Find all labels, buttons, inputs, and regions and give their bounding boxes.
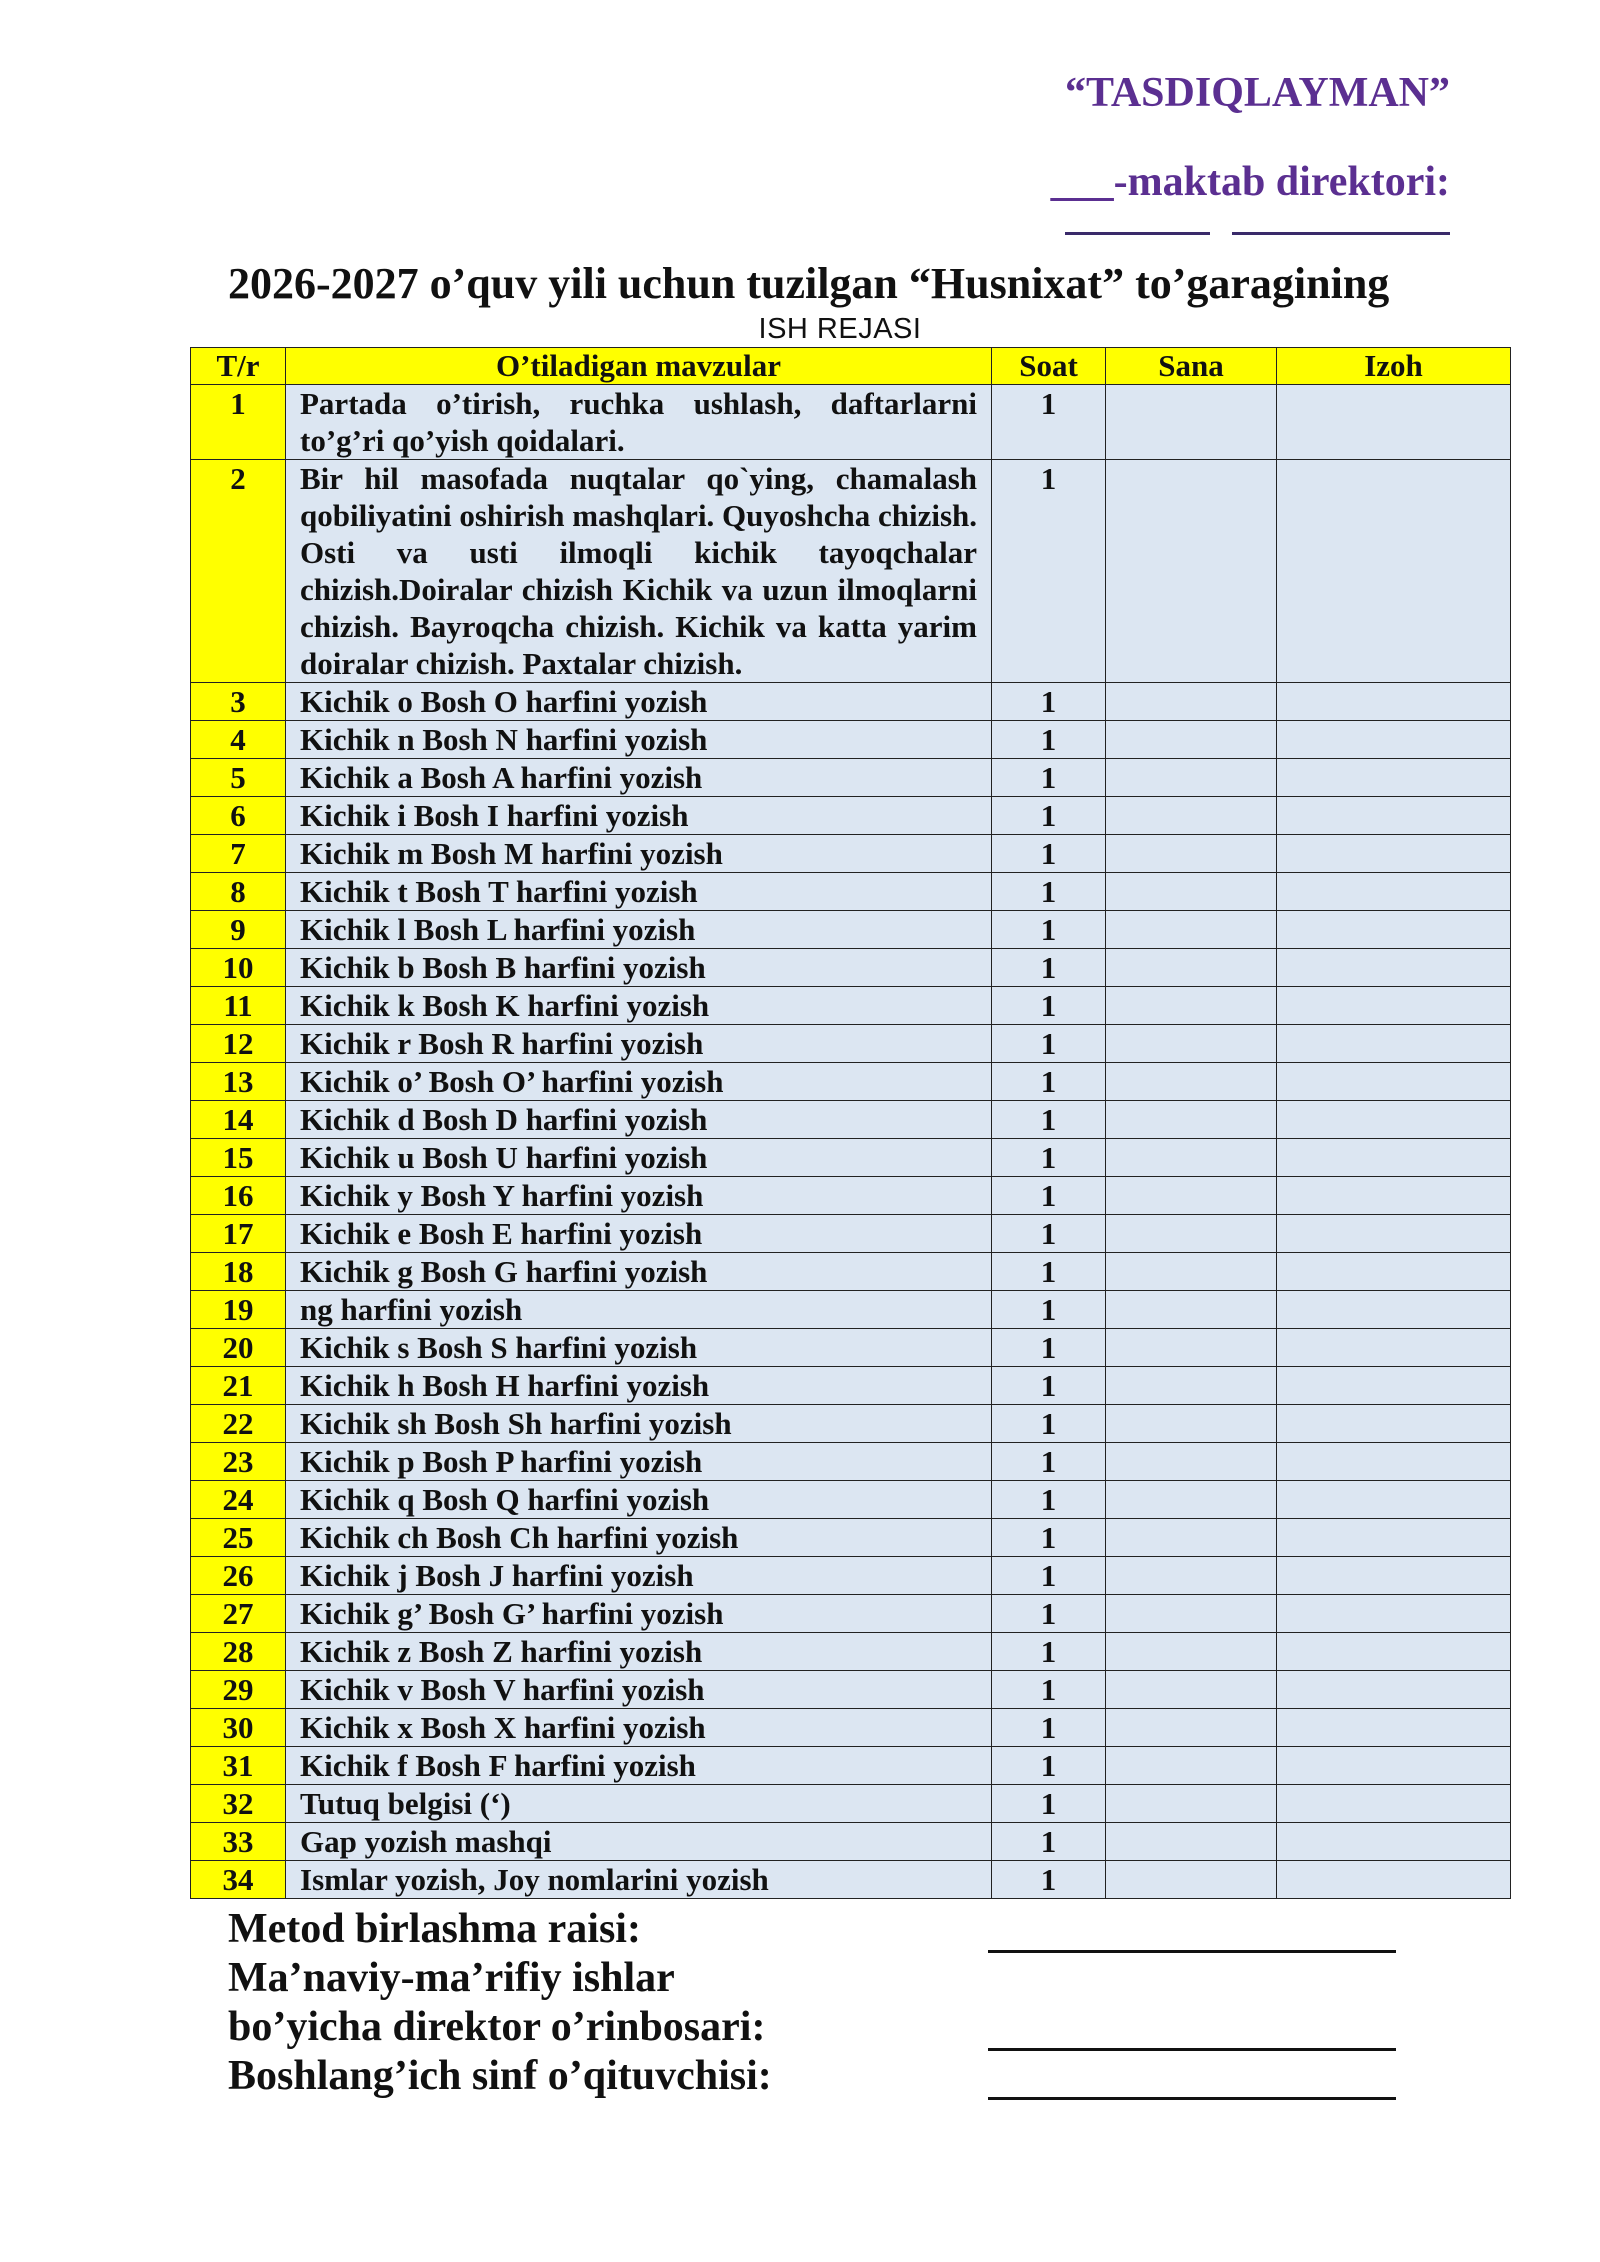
row-hours: 1 (992, 1177, 1106, 1215)
row-topic: Kichik v Bosh V harfini yozish (286, 1671, 992, 1709)
row-note (1277, 1253, 1511, 1291)
row-number: 16 (191, 1177, 286, 1215)
row-note (1277, 721, 1511, 759)
row-date (1106, 1405, 1277, 1443)
row-date (1106, 1329, 1277, 1367)
row-hours: 1 (992, 460, 1106, 683)
row-date (1106, 683, 1277, 721)
row-hours: 1 (992, 1063, 1106, 1101)
table-row (191, 1177, 1511, 1215)
column-header-date: Sana (1106, 348, 1277, 385)
row-note (1277, 1063, 1511, 1101)
row-note (1277, 460, 1511, 683)
row-topic: Kichik o’ Bosh O’ harfini yozish (286, 1063, 992, 1101)
table-row (191, 1747, 1511, 1785)
row-topic: Kichik m Bosh M harfini yozish (286, 835, 992, 873)
table-row (191, 460, 1511, 683)
row-note (1277, 1595, 1511, 1633)
row-note (1277, 1139, 1511, 1177)
row-number: 33 (191, 1823, 286, 1861)
table-row (191, 1139, 1511, 1177)
table-row (191, 835, 1511, 873)
row-date (1106, 721, 1277, 759)
row-date (1106, 1101, 1277, 1139)
row-number: 8 (191, 873, 286, 911)
row-hours: 1 (992, 911, 1106, 949)
table-row (191, 1291, 1511, 1329)
row-topic: Partada o’tirish, ruchka ushlash, daftarlarni to’g’ri qo’yish qoidalari. (286, 385, 992, 460)
table-row (191, 797, 1511, 835)
row-topic: Kichik d Bosh D harfini yozish (286, 1101, 992, 1139)
row-hours: 1 (992, 1633, 1106, 1671)
row-number: 10 (191, 949, 286, 987)
row-hours: 1 (992, 1671, 1106, 1709)
row-hours: 1 (992, 1367, 1106, 1405)
row-number: 15 (191, 1139, 286, 1177)
table-row (191, 1823, 1511, 1861)
row-hours: 1 (992, 835, 1106, 873)
row-date (1106, 987, 1277, 1025)
row-hours: 1 (992, 1557, 1106, 1595)
approval-block (890, 62, 1450, 235)
table-row (191, 1481, 1511, 1519)
table-row (191, 1215, 1511, 1253)
row-hours: 1 (992, 1481, 1106, 1519)
row-note (1277, 949, 1511, 987)
row-number: 9 (191, 911, 286, 949)
row-hours: 1 (992, 949, 1106, 987)
row-topic: Bir hil masofada nuqtalar qo`ying, chamalash qobiliyatini oshirish mashqlari. Quyoshcha chizish. Osti va usti ilmoqli kichik tayoqchalar chizish.Doiralar chizish Kichik va uzun ilmoqlarni chizish. Bayroqcha chizish. Kichik va katta yarim doiralar chizish. Paxtalar chizish. (286, 460, 992, 683)
table-row (191, 1861, 1511, 1899)
row-number: 22 (191, 1405, 286, 1443)
row-hours: 1 (992, 1329, 1106, 1367)
row-note (1277, 797, 1511, 835)
row-note (1277, 1861, 1511, 1899)
row-topic: Ismlar yozish, Joy nomlarini yozish (286, 1861, 992, 1899)
row-topic: Kichik i Bosh I harfini yozish (286, 797, 992, 835)
row-note (1277, 1443, 1511, 1481)
table-row (191, 1405, 1511, 1443)
row-date (1106, 759, 1277, 797)
row-hours: 1 (992, 987, 1106, 1025)
director-line: ___-maktab direktori: (1050, 159, 1450, 205)
table-row (191, 1519, 1511, 1557)
row-number: 24 (191, 1481, 286, 1519)
table-row (191, 1025, 1511, 1063)
row-topic: Kichik g’ Bosh G’ harfini yozish (286, 1595, 992, 1633)
row-hours: 1 (992, 1215, 1106, 1253)
table-row (191, 1253, 1511, 1291)
table-row (191, 1671, 1511, 1709)
row-note (1277, 1519, 1511, 1557)
table-header-row (191, 348, 1511, 385)
row-topic: Kichik o Bosh O harfini yozish (286, 683, 992, 721)
row-hours: 1 (992, 1595, 1106, 1633)
row-note (1277, 1329, 1511, 1367)
row-date (1106, 1253, 1277, 1291)
row-date (1106, 1215, 1277, 1253)
signature-label-deputy-line1: Ma’naviy-ma’rifiy ishlar (228, 1955, 675, 2001)
row-topic: Kichik y Bosh Y harfini yozish (286, 1177, 992, 1215)
work-plan-table (190, 347, 1511, 1899)
row-date (1106, 460, 1277, 683)
row-topic: Kichik b Bosh B harfini yozish (286, 949, 992, 987)
row-date (1106, 1747, 1277, 1785)
row-hours: 1 (992, 1443, 1106, 1481)
row-topic: Kichik e Bosh E harfini yozish (286, 1215, 992, 1253)
row-date (1106, 1633, 1277, 1671)
row-date (1106, 1823, 1277, 1861)
row-number: 13 (191, 1063, 286, 1101)
row-date (1106, 1557, 1277, 1595)
row-hours: 1 (992, 1253, 1106, 1291)
row-number: 1 (191, 385, 286, 460)
row-date (1106, 1519, 1277, 1557)
row-number: 4 (191, 721, 286, 759)
row-hours: 1 (992, 1747, 1106, 1785)
signature-line-method-head (988, 1950, 1396, 1953)
row-date (1106, 1671, 1277, 1709)
row-number: 5 (191, 759, 286, 797)
row-date (1106, 1367, 1277, 1405)
row-note (1277, 1177, 1511, 1215)
row-date (1106, 1785, 1277, 1823)
row-number: 7 (191, 835, 286, 873)
row-hours: 1 (992, 1101, 1106, 1139)
row-note (1277, 385, 1511, 460)
row-number: 31 (191, 1747, 286, 1785)
row-note (1277, 759, 1511, 797)
row-topic: Kichik x Bosh X harfini yozish (286, 1709, 992, 1747)
row-number: 3 (191, 683, 286, 721)
row-note (1277, 1557, 1511, 1595)
signature-label-method-head: Metod birlashma raisi: (228, 1906, 641, 1952)
row-number: 17 (191, 1215, 286, 1253)
row-number: 18 (191, 1253, 286, 1291)
row-number: 29 (191, 1671, 286, 1709)
signature-line (1065, 224, 1210, 235)
row-hours: 1 (992, 1291, 1106, 1329)
row-topic: Kichik j Bosh J harfini yozish (286, 1557, 992, 1595)
row-topic: Kichik p Bosh P harfini yozish (286, 1443, 992, 1481)
table-row (191, 1367, 1511, 1405)
row-hours: 1 (992, 759, 1106, 797)
row-topic: Kichik k Bosh K harfini yozish (286, 987, 992, 1025)
column-header-hours: Soat (992, 348, 1106, 385)
row-number: 28 (191, 1633, 286, 1671)
row-date (1106, 1025, 1277, 1063)
row-topic: ng harfini yozish (286, 1291, 992, 1329)
row-number: 23 (191, 1443, 286, 1481)
signature-line-teacher (988, 2097, 1396, 2100)
row-number: 25 (191, 1519, 286, 1557)
row-number: 14 (191, 1101, 286, 1139)
row-date (1106, 835, 1277, 873)
row-note (1277, 835, 1511, 873)
row-topic: Kichik u Bosh U harfini yozish (286, 1139, 992, 1177)
row-note (1277, 1025, 1511, 1063)
row-hours: 1 (992, 1709, 1106, 1747)
table-row (191, 683, 1511, 721)
row-topic: Kichik g Bosh G harfini yozish (286, 1253, 992, 1291)
row-topic: Kichik sh Bosh Sh harfini yozish (286, 1405, 992, 1443)
row-topic: Kichik z Bosh Z harfini yozish (286, 1633, 992, 1671)
document-subheading: ISH REJASI (758, 313, 922, 345)
signatures-block (228, 1905, 772, 2101)
row-number: 19 (191, 1291, 286, 1329)
table-row (191, 1633, 1511, 1671)
column-header-note: Izoh (1277, 348, 1511, 385)
row-date (1106, 873, 1277, 911)
row-number: 12 (191, 1025, 286, 1063)
table-row (191, 911, 1511, 949)
table-row (191, 949, 1511, 987)
row-hours: 1 (992, 683, 1106, 721)
table-row (191, 987, 1511, 1025)
table-row (191, 873, 1511, 911)
row-note (1277, 987, 1511, 1025)
row-hours: 1 (992, 1823, 1106, 1861)
row-date (1106, 911, 1277, 949)
row-number: 11 (191, 987, 286, 1025)
row-note (1277, 1481, 1511, 1519)
row-date (1106, 1063, 1277, 1101)
row-date (1106, 1709, 1277, 1747)
row-note (1277, 1671, 1511, 1709)
row-topic: Kichik n Bosh N harfini yozish (286, 721, 992, 759)
row-hours: 1 (992, 721, 1106, 759)
row-date (1106, 1139, 1277, 1177)
row-note (1277, 683, 1511, 721)
row-hours: 1 (992, 1785, 1106, 1823)
approval-title: “TASDIQLAYMAN” (1064, 70, 1450, 116)
signature-label-teacher: Boshlang’ich sinf o’qituvchisi: (228, 2053, 772, 2099)
row-number: 27 (191, 1595, 286, 1633)
document-heading: 2026-2027 o’quv yili uchun tuzilgan “Husnixat” to’garagining (228, 259, 1390, 308)
row-topic: Kichik r Bosh R harfini yozish (286, 1025, 992, 1063)
row-topic: Gap yozish mashqi (286, 1823, 992, 1861)
row-date (1106, 1861, 1277, 1899)
table-row (191, 1443, 1511, 1481)
row-date (1106, 1443, 1277, 1481)
row-topic: Kichik ch Bosh Ch harfini yozish (286, 1519, 992, 1557)
table-row (191, 385, 1511, 460)
row-number: 20 (191, 1329, 286, 1367)
row-date (1106, 1595, 1277, 1633)
row-date (1106, 949, 1277, 987)
row-number: 6 (191, 797, 286, 835)
row-note (1277, 1823, 1511, 1861)
signature-label-deputy-line2: bo’yicha direktor o’rinbosari: (228, 2004, 766, 2050)
table-row (191, 721, 1511, 759)
director-signature-lines (890, 224, 1450, 235)
row-hours: 1 (992, 797, 1106, 835)
row-date (1106, 1291, 1277, 1329)
row-date (1106, 797, 1277, 835)
signature-line-deputy (988, 2048, 1396, 2051)
row-note (1277, 1291, 1511, 1329)
row-note (1277, 1405, 1511, 1443)
row-note (1277, 1215, 1511, 1253)
row-note (1277, 1633, 1511, 1671)
row-topic: Tutuq belgisi (‘) (286, 1785, 992, 1823)
row-number: 26 (191, 1557, 286, 1595)
row-topic: Kichik t Bosh T harfini yozish (286, 873, 992, 911)
row-number: 21 (191, 1367, 286, 1405)
table-row (191, 1785, 1511, 1823)
row-note (1277, 1101, 1511, 1139)
row-number: 32 (191, 1785, 286, 1823)
table-row (191, 1063, 1511, 1101)
row-hours: 1 (992, 1405, 1106, 1443)
row-note (1277, 1709, 1511, 1747)
signature-line (1232, 224, 1450, 235)
table-row (191, 1101, 1511, 1139)
row-note (1277, 1785, 1511, 1823)
row-date (1106, 385, 1277, 460)
row-number: 34 (191, 1861, 286, 1899)
row-number: 2 (191, 460, 286, 683)
row-hours: 1 (992, 873, 1106, 911)
table-row (191, 759, 1511, 797)
row-hours: 1 (992, 1025, 1106, 1063)
row-hours: 1 (992, 1861, 1106, 1899)
row-topic: Kichik a Bosh A harfini yozish (286, 759, 992, 797)
table-row (191, 1329, 1511, 1367)
column-header-topic: O’tiladigan mavzular (286, 348, 992, 385)
row-hours: 1 (992, 385, 1106, 460)
row-topic: Kichik l Bosh L harfini yozish (286, 911, 992, 949)
row-hours: 1 (992, 1519, 1106, 1557)
row-hours: 1 (992, 1139, 1106, 1177)
row-number: 30 (191, 1709, 286, 1747)
row-topic: Kichik s Bosh S harfini yozish (286, 1329, 992, 1367)
table-row (191, 1595, 1511, 1633)
column-header-number: T/r (191, 348, 286, 385)
row-topic: Kichik q Bosh Q harfini yozish (286, 1481, 992, 1519)
row-note (1277, 873, 1511, 911)
row-note (1277, 1747, 1511, 1785)
row-date (1106, 1481, 1277, 1519)
row-note (1277, 1367, 1511, 1405)
row-note (1277, 911, 1511, 949)
table-row (191, 1709, 1511, 1747)
row-date (1106, 1177, 1277, 1215)
row-topic: Kichik f Bosh F harfini yozish (286, 1747, 992, 1785)
row-topic: Kichik h Bosh H harfini yozish (286, 1367, 992, 1405)
table-row (191, 1557, 1511, 1595)
